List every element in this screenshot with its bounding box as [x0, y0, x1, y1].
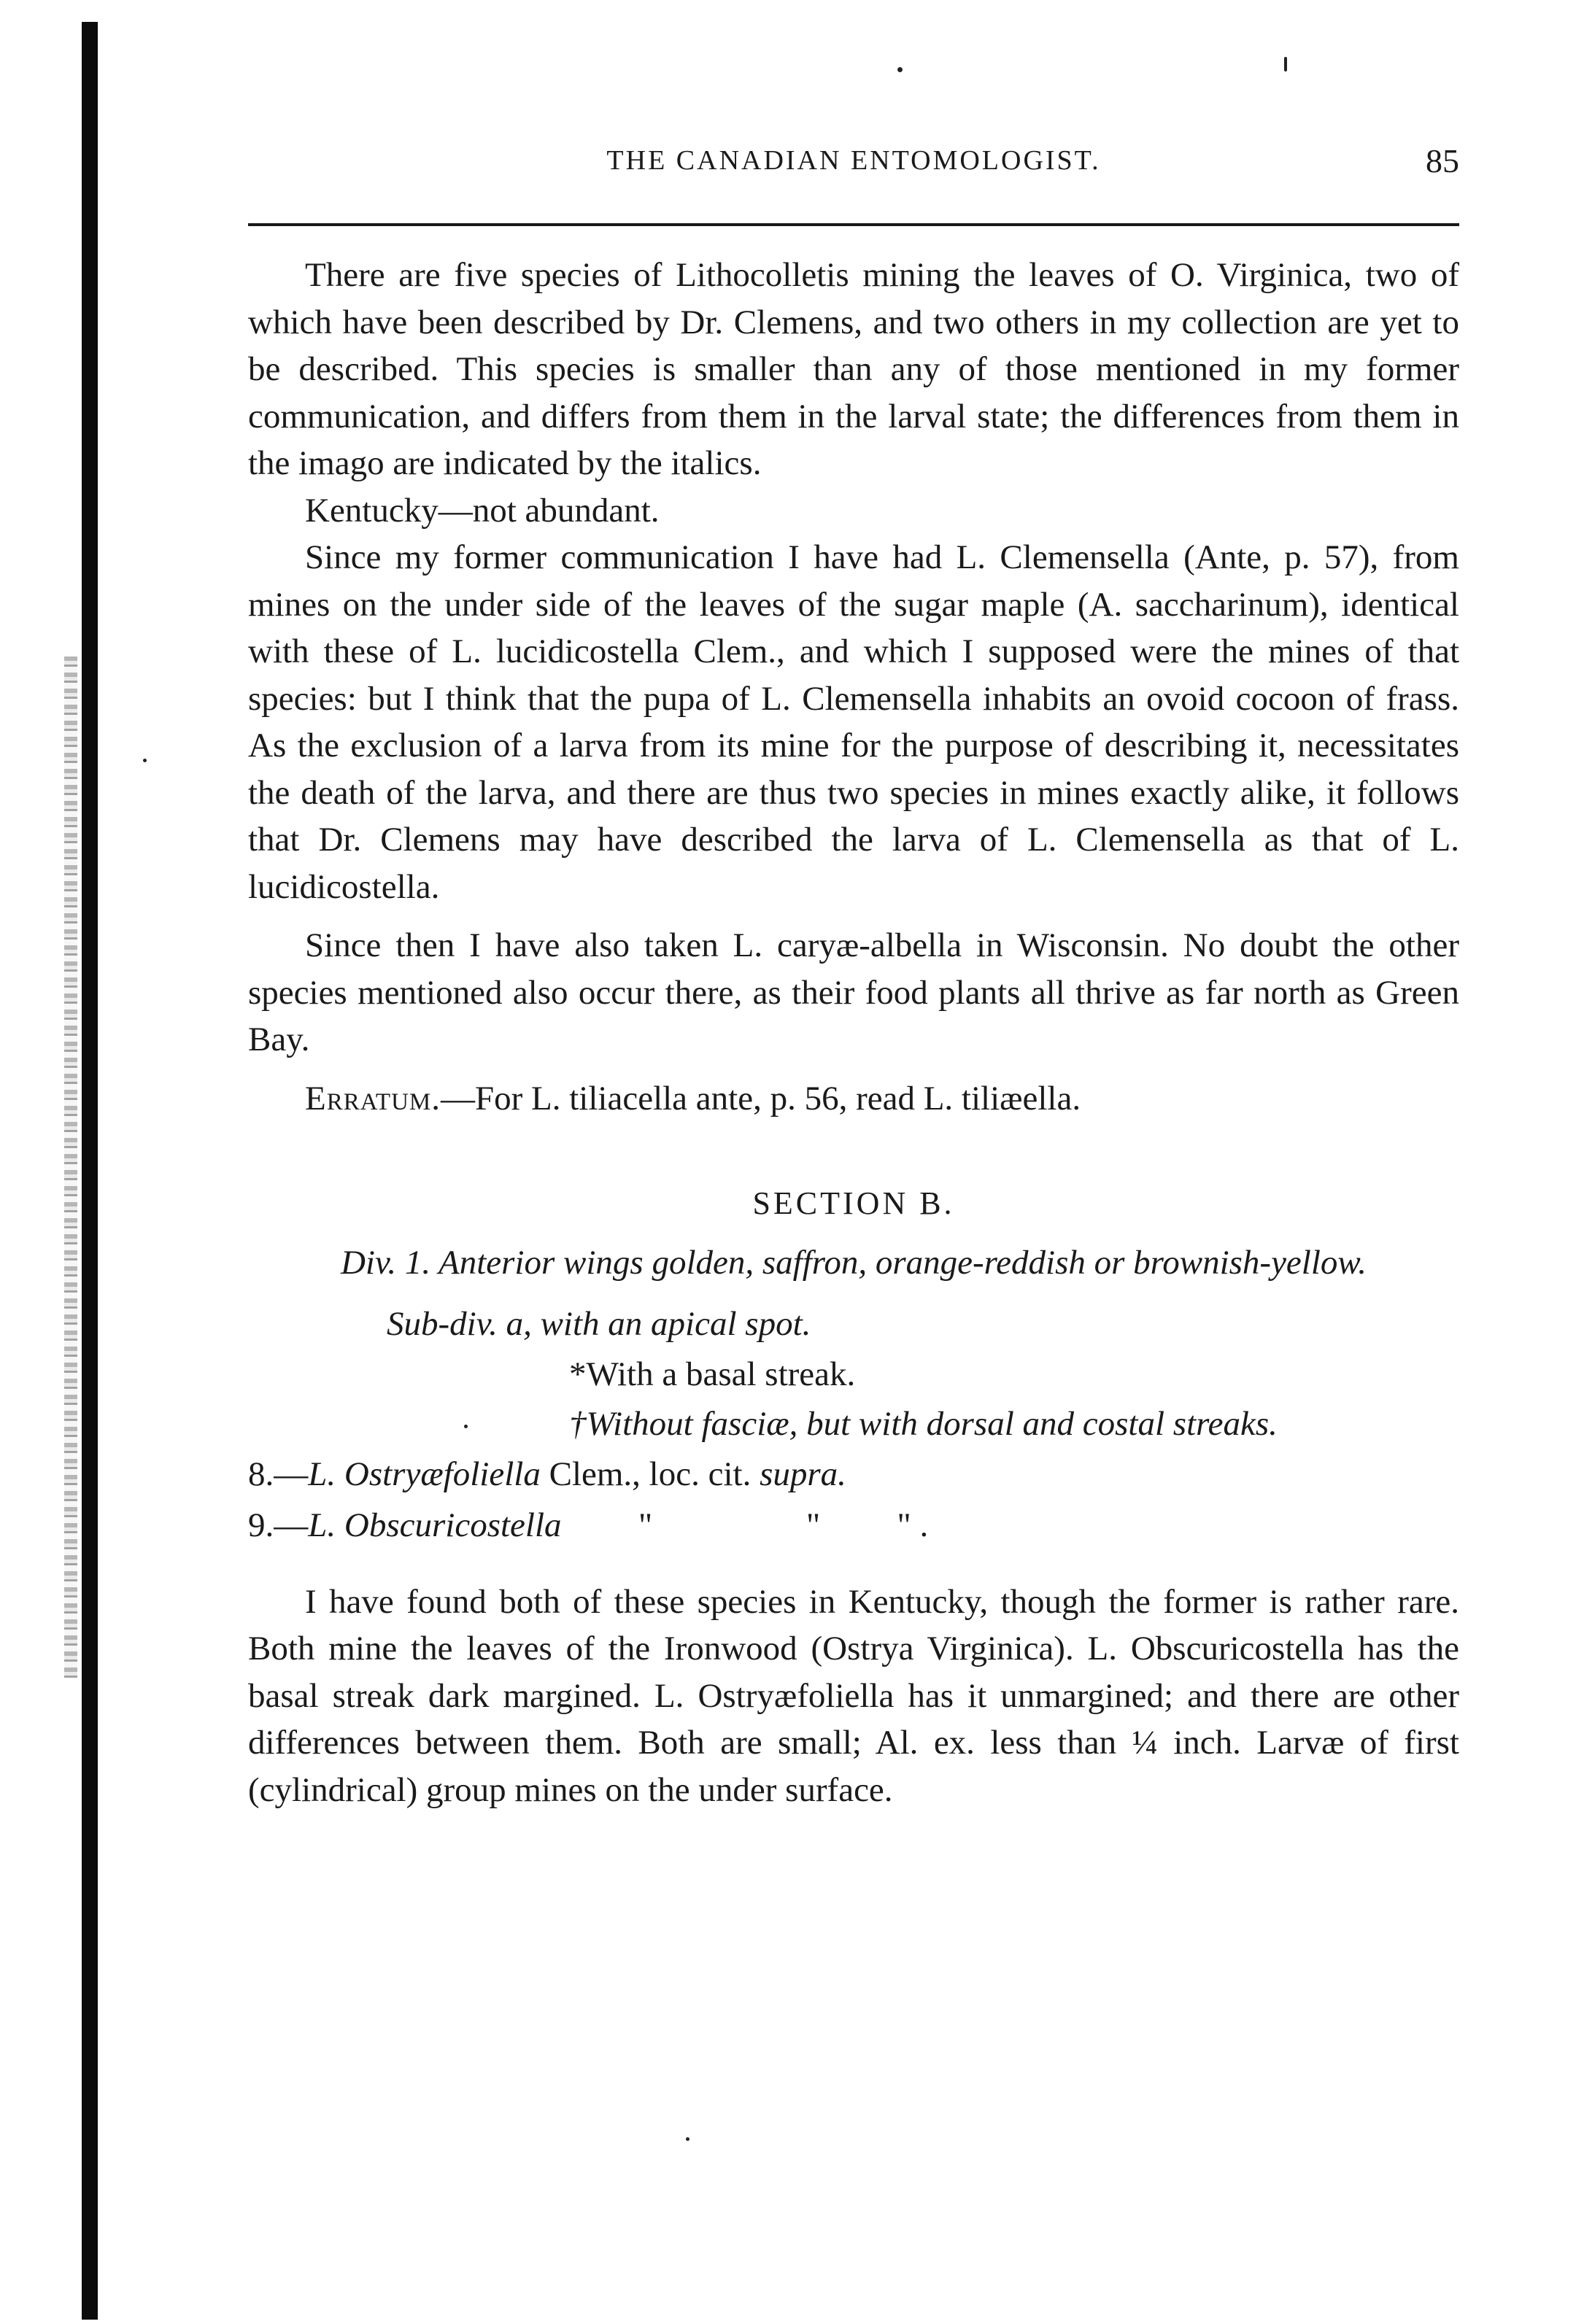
ditto-mark: " [805, 1506, 821, 1544]
paragraph-clemensella: Since my former communication I have had L. Clemensella (Ante, p. 57), from mines on the under side of the leaves of the sugar maple (A. saccharinum), identical with these of L. lucidicostella Clem., and which I supposed were the mines of that species: but I think that the pupa of L. Clemensella inhabits an ovoid cocoon of frass. As the exclusion of a larva from its mine for the purpose of describing it, necessitates the death of the larva, and there are thus two species in mines exactly alike, it follows that Dr. Clemens may have described the larva of L. Clemensella as that of L. lucidicostella. [248, 538, 1459, 906]
running-head: THE CANADIAN ENTOMOLOGIST. [606, 145, 1101, 176]
species-entry-8 [248, 1451, 1459, 1498]
erratum-text: —For L. tiliacella ante, p. 56, read L. tiliæella. [441, 1079, 1081, 1118]
erratum [248, 1075, 1459, 1123]
species-name: L. Ostryæfoliella [308, 1455, 541, 1493]
without-fasciae-group: †Without fasciæ, but with dorsal and costal streaks. [569, 1405, 1278, 1443]
ditto-mark: " [638, 1506, 653, 1544]
species-entry-9 [248, 1502, 1459, 1549]
page-number: 85 [1426, 142, 1459, 179]
binding-texture [64, 656, 77, 1678]
subdivision-heading: Sub-div. a, with an apical spot. [387, 1305, 811, 1343]
erratum-label: Erratum. [305, 1079, 441, 1118]
paragraph-locality: Kentucky—not abundant. [305, 491, 660, 530]
ink-speck [686, 2137, 689, 2141]
ditto-mark-end: " . [897, 1506, 929, 1544]
species-number: 9.— [248, 1506, 309, 1544]
species-number: 8.— [248, 1455, 309, 1493]
book-binding-edge [82, 22, 98, 2320]
paragraph-lithocolletis-species: There are five species of Lithocolletis mining the leaves of O. Virginica, two of which have been described by Dr. Clemens, and two others in my collection are yet to be described. This species is smaller than any of those mentioned in my former communication, and differs from them in the larval state; the differences from them in the imago are indicated by the italics. [248, 256, 1459, 482]
paragraph-ironwood: I have found both of these species in Kentucky, though the former is rather rare. Both mine the leaves of the Ironwood (Ostrya Virginica). L. Obscuricostella has the basal streak dark margined. L. Ostryæfoliella has it unmargined; and there are other differences between them. Both are small; Al. ex. less than ¼ inch. Larvæ of first (cylindrical) group mines on the under surface. [248, 1582, 1459, 1809]
page-body [248, 252, 1459, 1813]
division-heading: Div. 1. Anterior wings golden, saffron, orange-reddish or brownish-yellow. [340, 1243, 1367, 1282]
species-name: L. Obscuricostella [308, 1506, 562, 1544]
species-citation-supra: supra. [760, 1455, 846, 1493]
ink-speck [143, 759, 147, 762]
header-rule [248, 223, 1459, 226]
ink-speck [897, 67, 903, 72]
paragraph-wisconsin: Since then I have also taken L. caryæ-albella in Wisconsin. No doubt the other species mentioned also occur there, as their food plants all thrive as far north as Green Bay. [248, 926, 1459, 1058]
page-header [248, 144, 1459, 188]
basal-streak-group: *With a basal streak. [569, 1355, 856, 1393]
species-citation: Clem., loc. cit. [540, 1455, 760, 1493]
ink-speck [1284, 57, 1287, 71]
section-title: SECTION B. [752, 1185, 955, 1221]
